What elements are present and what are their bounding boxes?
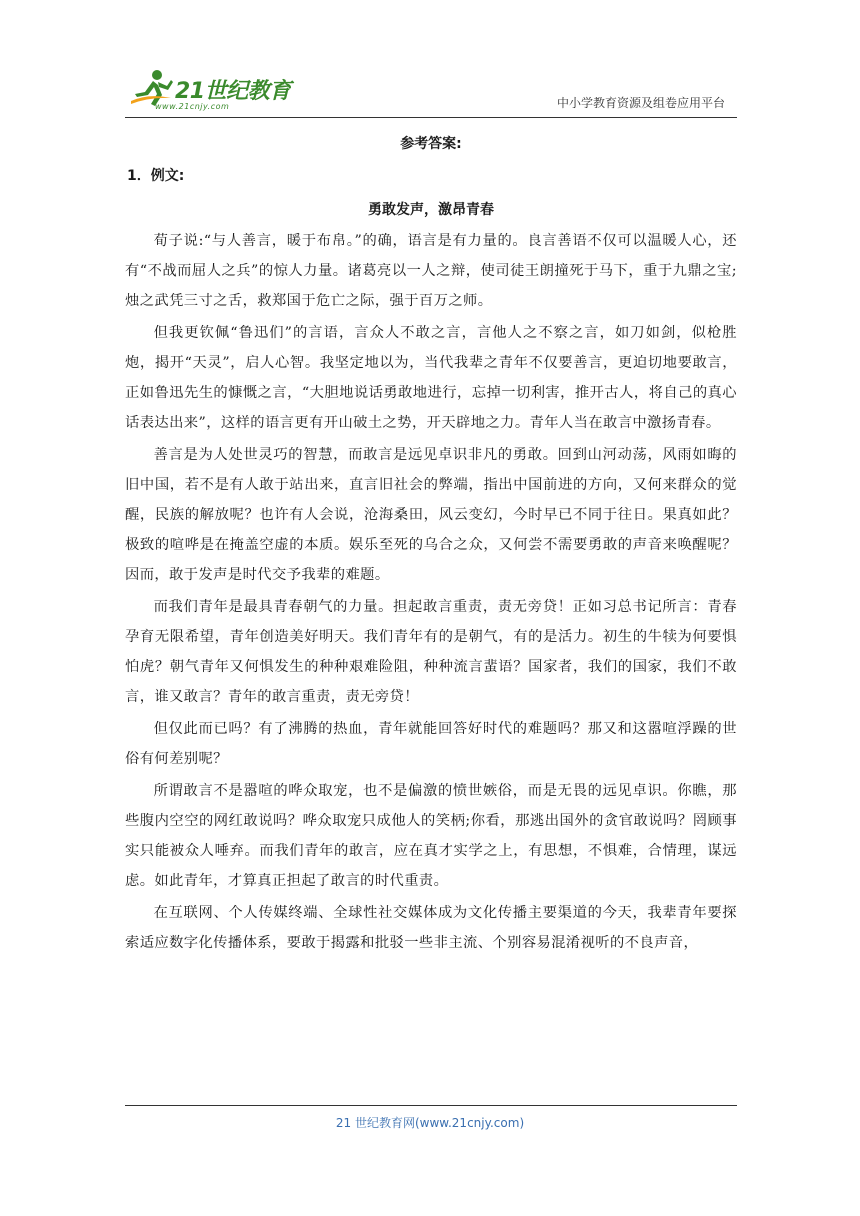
- paragraph: 但我更钦佩“鲁迅们”的言语，言众人不敢之言，言他人之不察之言，如刀如剑，似枪胜炮，揭开“天灵”，启人心智。我坚定地以为，当代我辈之青年不仅要善言，更迫切地要敢言，正如鲁迅先生的慷慨之言，“大胆地说话勇敢地进行，忘掉一切利害，推开古人，将自己的真心话表达出来”，这样的语言更有开山破土之势，开天辟地之力。青年人当在敢言中激扬青春。: [125, 325, 737, 431]
- footer-link[interactable]: 21 世纪教育网(www.21cnjy.com): [335, 1116, 525, 1130]
- footer-divider: [125, 1105, 737, 1106]
- paragraph: 所谓敢言不是嚣喧的哗众取宠，也不是偏激的愤世嫉俗，而是无畏的远见卓识。你瞧，那些腹内空空的网红敢说吗？哗众取宠只成他人的笑柄;你看，那逃出国外的贪官敢说吗？罔顾事实只能被众人唾弃。而我们青年的敢言，应在真才实学之上，有思想，不惧难，合情理，谋远虑。如此青年，才算真正担起了敢言的时代重责。: [125, 783, 737, 889]
- paragraph: 善言是为人处世灵巧的智慧，而敢言是远见卓识非凡的勇敢。回到山河动荡，风雨如晦的旧中国，若不是有人敢于站出来，直言旧社会的弊端，指出中国前进的方向，又何来群众的觉醒，民族的解放呢？也许有人会说，沧海桑田，风云变幻，今时早已不同于往日。果真如此？极致的喧哗是在掩盖空虚的本质。娱乐至死的乌合之众，又何尝不需要勇敢的声音来唤醒呢？因而，敢于发声是时代交予我辈的难题。: [125, 447, 737, 583]
- answer-title: 参考答案:: [400, 136, 462, 152]
- paragraph: 而我们青年是最具青春朝气的力量。担起敢言重责，责无旁贷！正如习总书记所言：青春孕育无限希望，青年创造美好明天。我们青年有的是朝气，有的是活力。初生的牛犊为何要惧怕虎？朝气青年又何惧发生的种种艰难险阻，种种流言蜚语？国家者，我们的国家，我们不敢言，谁又敢言？青年的敢言重责，责无旁贷！: [125, 599, 737, 705]
- item-label: 1．例文:: [127, 168, 185, 184]
- page-header: [125, 66, 737, 118]
- logo-url: www.21cnjy.com: [155, 102, 230, 111]
- document-body: [125, 128, 737, 960]
- paragraph: 在互联网、个人传媒终端、全球性社交媒体成为文化传播主要渠道的今天，我辈青年要探索适应数字化传播体系，要敢于揭露和批驳一些非主流、个别容易混淆视听的不良声音，: [125, 905, 737, 951]
- site-logo[interactable]: [125, 66, 295, 116]
- logo-text: 21世纪教育: [175, 79, 291, 104]
- platform-label: 中小学教育资源及组卷应用平台: [556, 96, 725, 110]
- paragraph: 荀子说:“与人善言，暖于布帛。”的确，语言是有力量的。良言善语不仅可以温暖人心，还有“不战而屈人之兵”的惊人力量。诸葛亮以一人之辩，使司徒王朗撞死于马下，重于九鼎之宝;烛之武凭三寸之舌，救郑国于危亡之际，强于百万之师。: [125, 233, 737, 309]
- header-divider: [125, 117, 737, 118]
- paragraph: 但仅此而已吗？有了沸腾的热血，青年就能回答好时代的难题吗？那又和这嚣喧浮躁的世俗有何差别呢？: [125, 721, 737, 767]
- essay-title: 勇敢发声，激昂青春: [368, 202, 494, 218]
